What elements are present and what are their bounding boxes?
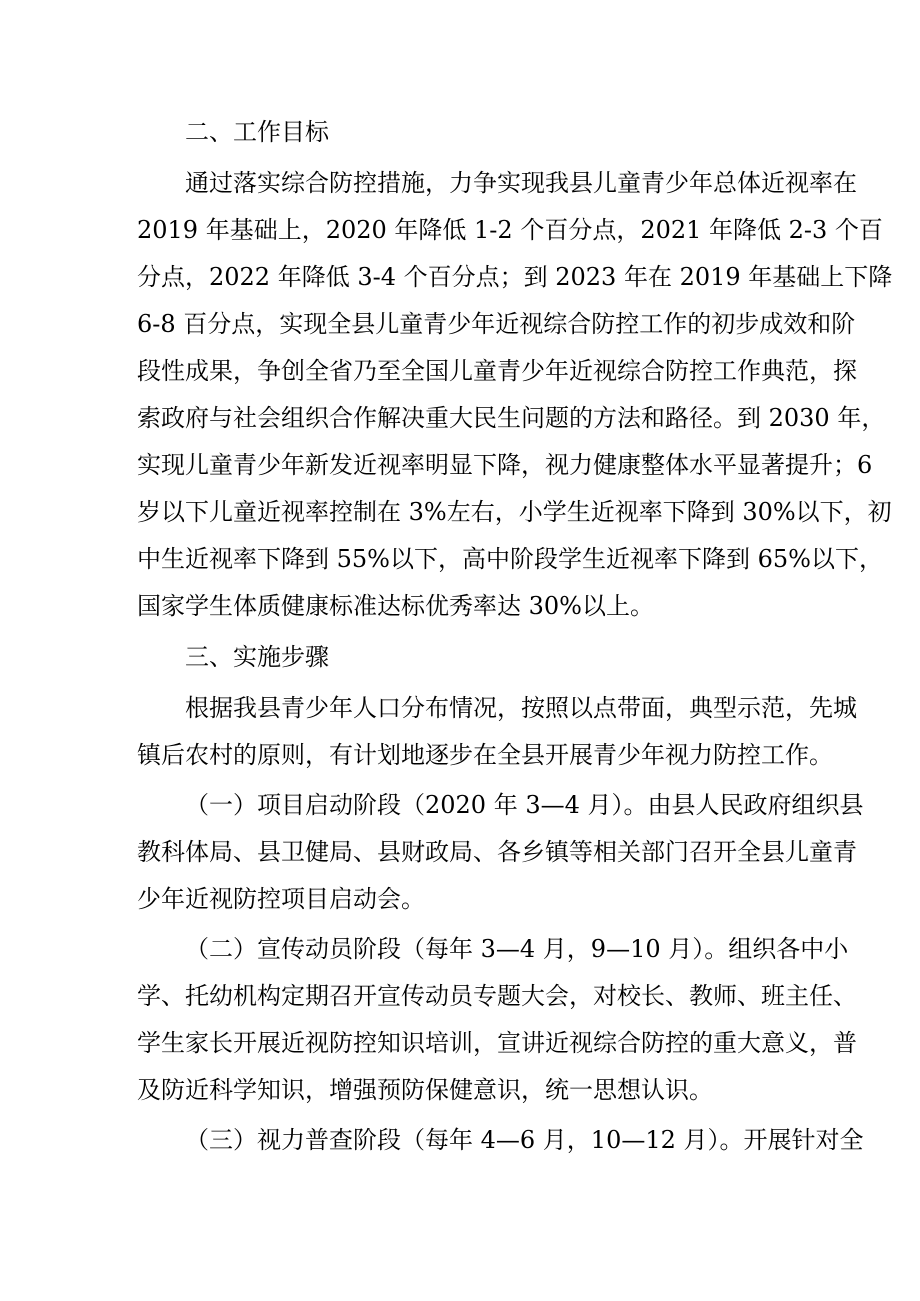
paragraph-line: 6-8 百分点，实现全县儿童青少年近视综合防控工作的初步成效和阶 — [137, 310, 856, 338]
paragraph-line: 2019 年基础上，2020 年降低 1-2 个百分点，2021 年降低 2-3 个百 — [137, 216, 883, 244]
paragraph-line: 索政府与社会组织合作解决重大民生问题的方法和路径。到 2030 年， — [137, 404, 886, 432]
section-heading: 三、实施步骤 — [185, 643, 329, 671]
paragraph-line: 分点，2022 年降低 3-4 个百分点；到 2023 年在 2019 年基础上下降 — [137, 263, 893, 291]
paragraph-line: 教科体局、县卫健局、县财政局、各乡镇等相关部门召开全县儿童青 — [137, 838, 857, 866]
section-heading: 二、工作目标 — [185, 118, 329, 146]
paragraph-line: （一）项目启动阶段（2020 年 3—4 月）。由县人民政府组织县 — [185, 791, 864, 819]
paragraph-line: 学、托幼机构定期召开宣传动员专题大会，对校长、教师、班主任、 — [137, 982, 857, 1010]
paragraph-line: （三）视力普查阶段（每年 4—6 月，10—12 月）。开展针对全 — [185, 1126, 864, 1154]
paragraph-line: 少年近视防控项目启动会。 — [137, 885, 425, 913]
paragraph-line: 段性成果，争创全省乃至全国儿童青少年近视综合防控工作典范，探 — [137, 357, 857, 385]
paragraph-line: 国家学生体质健康标准达标优秀率达 30%以上。 — [137, 592, 654, 620]
paragraph-line: （二）宣传动员阶段（每年 3—4 月，9—10 月）。组织各中小 — [185, 935, 849, 963]
paragraph-line: 学生家长开展近视防控知识培训，宣讲近视综合防控的重大意义，普 — [137, 1029, 857, 1057]
paragraph-line: 实现儿童青少年新发近视率明显下降，视力健康整体水平显著提升；6 — [137, 451, 873, 479]
paragraph-line: 根据我县青少年人口分布情况，按照以点带面，典型示范，先城 — [185, 694, 857, 722]
paragraph-line: 镇后农村的原则，有计划地逐步在全县开展青少年视力防控工作。 — [137, 741, 833, 769]
paragraph-line: 及防近科学知识，增强预防保健意识，统一思想认识。 — [137, 1076, 713, 1104]
paragraph-line: 中生近视率下降到 55%以下，高中阶段学生近视率下降到 65%以下， — [137, 545, 883, 573]
paragraph-line: 岁以下儿童近视率控制在 3%左右，小学生近视率下降到 30%以下，初 — [137, 498, 892, 526]
paragraph-line: 通过落实综合防控措施，力争实现我县儿童青少年总体近视率在 — [185, 169, 857, 197]
